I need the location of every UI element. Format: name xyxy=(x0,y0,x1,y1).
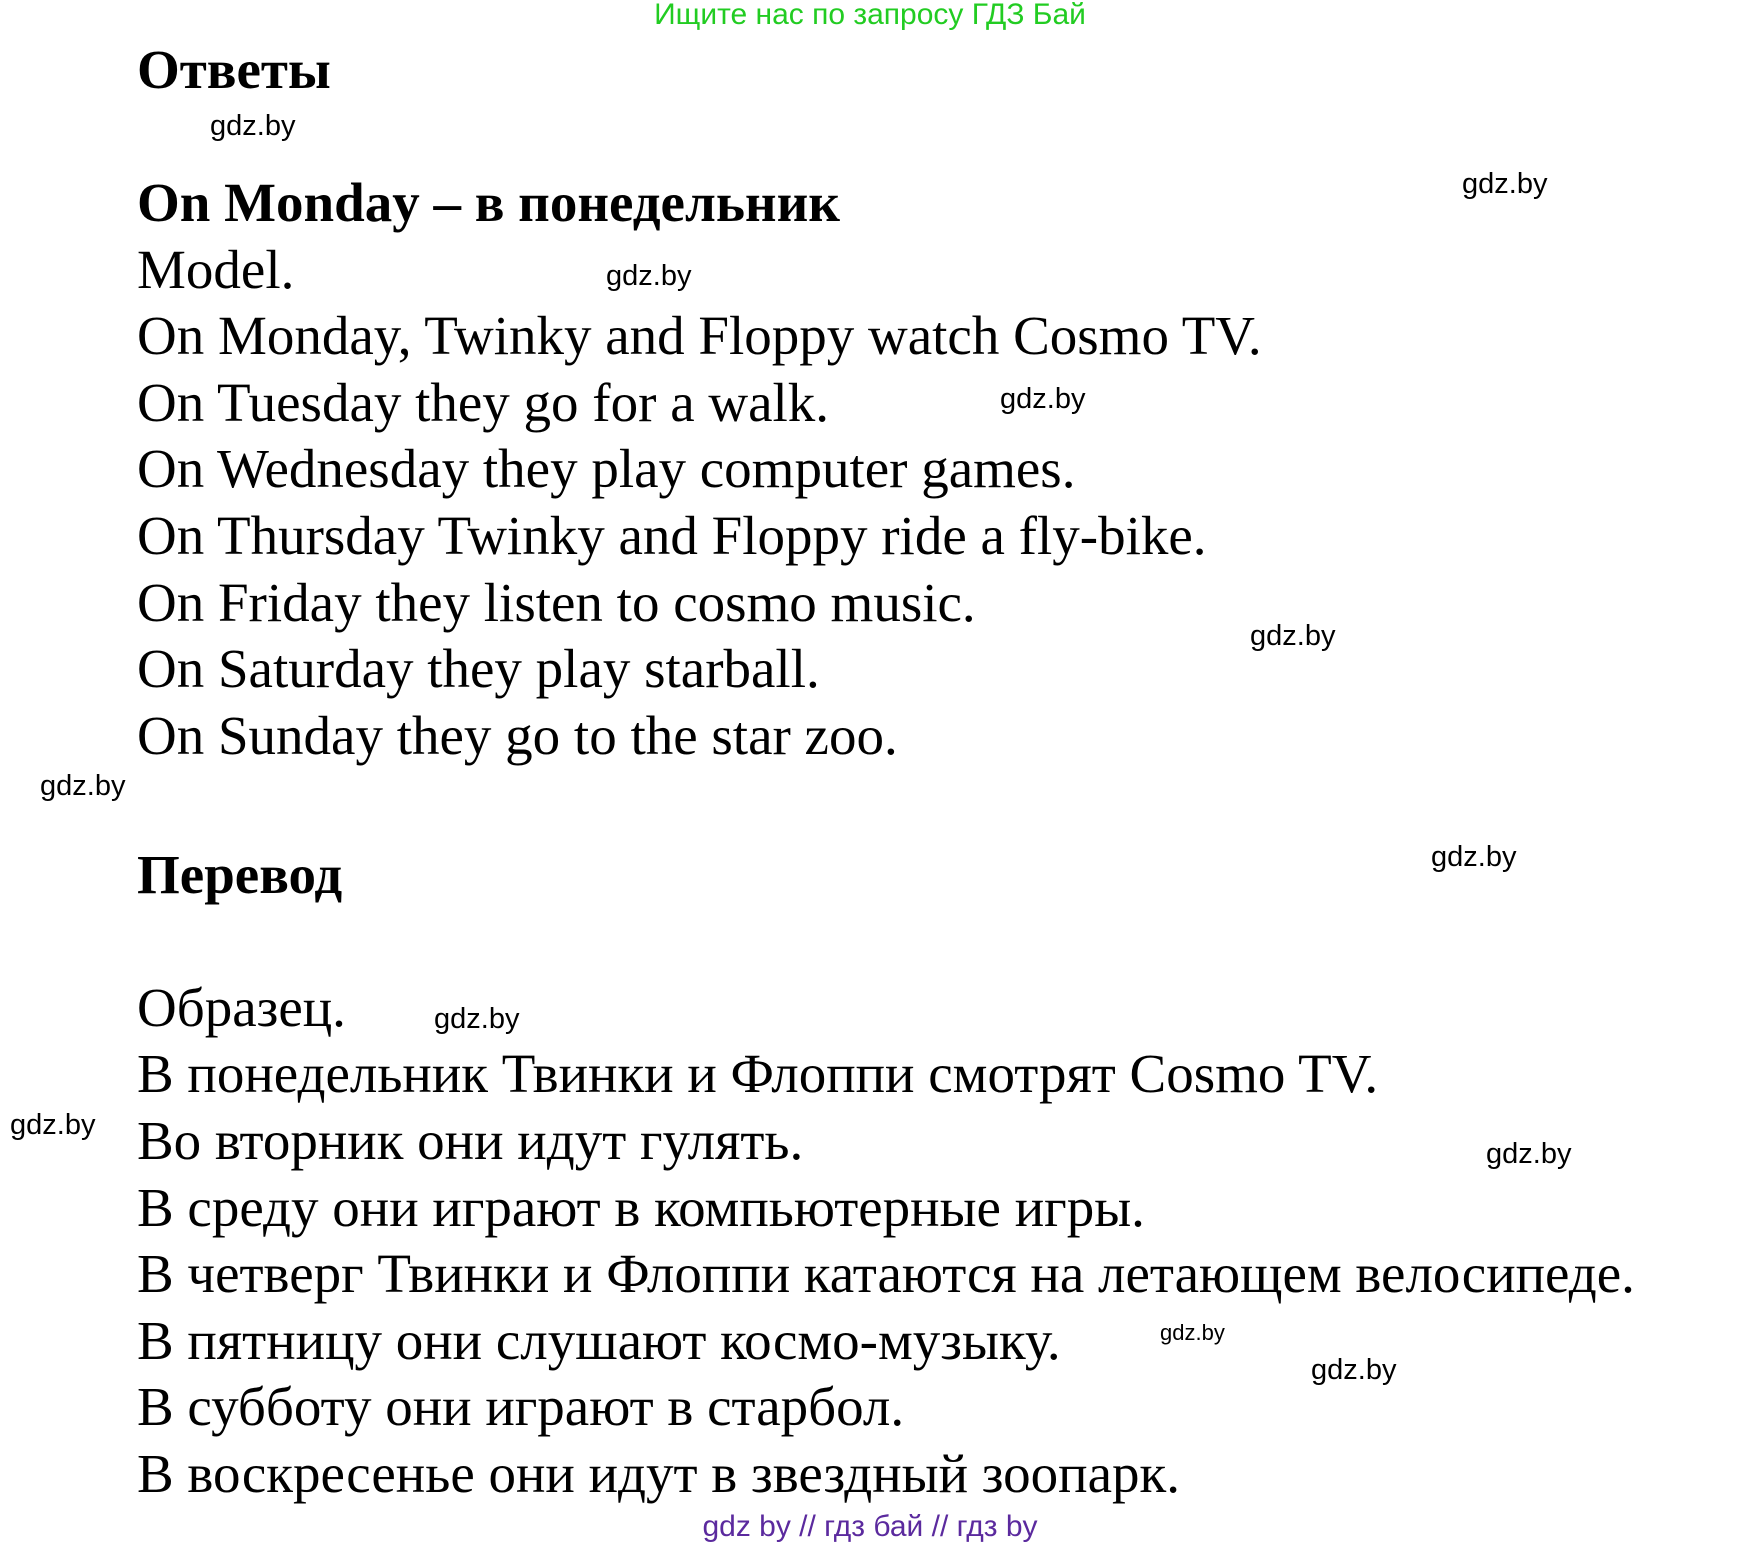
english-line: On Monday, Twinky and Floppy watch Cosmo TV. xyxy=(137,305,1262,366)
watermark: gdz.by xyxy=(1000,383,1086,415)
english-model-label: Model. xyxy=(137,239,295,300)
watermark: gdz.by xyxy=(1160,1320,1225,1345)
answers-heading: Ответы xyxy=(137,39,331,100)
english-line: On Tuesday they go for a walk. xyxy=(137,372,830,433)
watermark: gdz.by xyxy=(10,1109,96,1141)
watermark: gdz.by xyxy=(210,110,296,142)
russian-line: В среду они играют в компьютерные игры. xyxy=(137,1177,1145,1238)
watermark: gdz.by xyxy=(1250,620,1336,652)
footer-links: gdz by // гдз бай // гдз by xyxy=(702,1510,1038,1543)
english-line: On Sunday they go to the star zoo. xyxy=(137,705,898,766)
russian-model-label: Образец. xyxy=(137,977,346,1038)
russian-line: В пятницу они слушают космо-музыку. xyxy=(137,1310,1061,1371)
english-line: On Wednesday they play computer games. xyxy=(137,438,1076,499)
watermark: gdz.by xyxy=(40,770,126,802)
section-title: On Monday – в понедельник xyxy=(137,172,840,233)
russian-line: В воскресенье они идут в звездный зоопарк. xyxy=(137,1443,1180,1504)
watermark: gdz.by xyxy=(606,260,692,292)
english-line: On Saturday they play starball. xyxy=(137,638,820,699)
russian-line: В понедельник Твинки и Флоппи смотрят Cosmo TV. xyxy=(137,1043,1379,1104)
translation-heading: Перевод xyxy=(137,844,343,905)
watermark: gdz.by xyxy=(1311,1354,1397,1386)
english-line: On Friday they listen to cosmo music. xyxy=(137,572,976,633)
russian-line: В четверг Твинки и Флоппи катаются на летающем велосипеде. xyxy=(137,1243,1635,1304)
english-line: On Thursday Twinky and Floppy ride a fly-bike. xyxy=(137,505,1207,566)
watermark: gdz.by xyxy=(1486,1138,1572,1170)
watermark: gdz.by xyxy=(1462,168,1548,200)
russian-line: В субботу они играют в старбол. xyxy=(137,1376,905,1437)
watermark: gdz.by xyxy=(1431,841,1517,873)
watermark: gdz.by xyxy=(434,1003,520,1035)
russian-line: Во вторник они идут гулять. xyxy=(137,1110,804,1171)
search-banner: Ищите нас по запросу ГДЗ Бай xyxy=(654,0,1086,31)
